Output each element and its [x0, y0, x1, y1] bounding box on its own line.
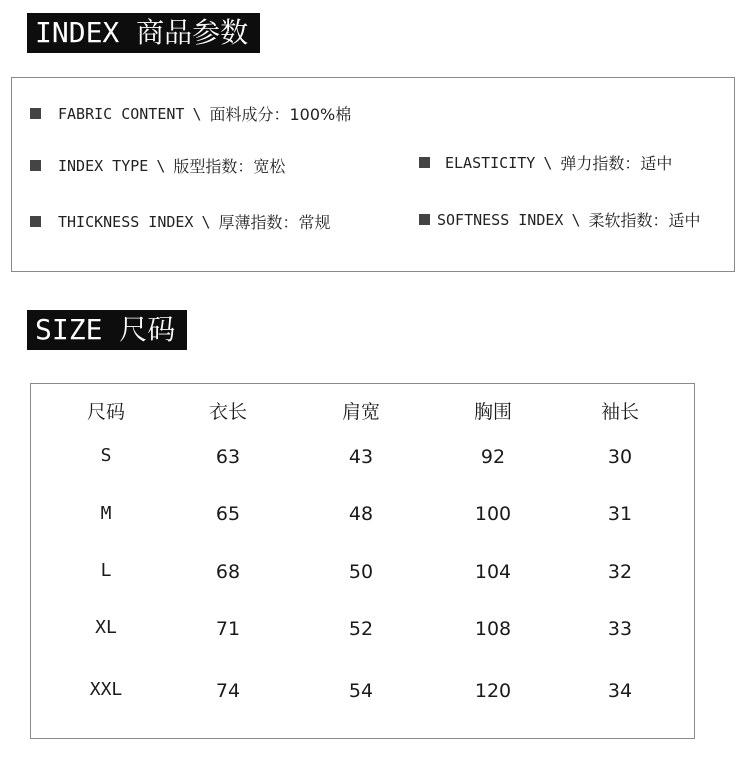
param-cn-value: 弹力指数：适中 — [560, 154, 673, 173]
size-cell: 65 — [215, 503, 241, 525]
size-table — [30, 383, 695, 739]
param-separator: \ — [571, 210, 581, 229]
size-cell: S — [100, 445, 112, 466]
param-en-label: THICKNESS INDEX — [58, 212, 194, 231]
size-cell: 32 — [607, 561, 633, 583]
size-cell: 108 — [474, 618, 512, 640]
param-separator: \ — [201, 212, 211, 231]
param-cn-value: 厚薄指数：常规 — [218, 213, 331, 232]
bullet-square-icon — [419, 214, 430, 225]
param-en-label: ELASTICITY — [445, 153, 536, 172]
size-cell: 92 — [480, 446, 506, 468]
size-cell: 104 — [474, 561, 512, 583]
size-cell: 50 — [348, 561, 374, 583]
bullet-square-icon — [30, 108, 41, 119]
size-cell: 34 — [607, 680, 633, 702]
index-section-title: INDEX 商品参数 — [27, 13, 260, 53]
param-cn-value: 面料成分：100%棉 — [209, 105, 352, 124]
size-cell: 52 — [348, 618, 374, 640]
size-cell: 48 — [348, 503, 374, 525]
size-cell: 100 — [474, 503, 512, 525]
size-cell: XL — [95, 617, 117, 638]
bullet-square-icon — [419, 157, 430, 168]
param-fabric-content — [30, 102, 351, 125]
param-separator: \ — [156, 156, 166, 175]
size-section-title: SIZE 尺码 — [27, 310, 187, 350]
param-thickness-index — [30, 210, 331, 233]
size-cell: 33 — [607, 618, 633, 640]
param-separator: \ — [543, 153, 553, 172]
size-cell: 43 — [348, 446, 374, 468]
size-cell: 71 — [215, 618, 241, 640]
size-cell: XXL — [89, 679, 123, 700]
bullet-square-icon — [30, 216, 41, 227]
size-cell: L — [100, 560, 112, 581]
size-header-cell: 胸围 — [473, 401, 512, 423]
size-header-cell: 肩宽 — [341, 401, 380, 423]
size-header-cell: 尺码 — [86, 401, 125, 423]
size-cell: 30 — [607, 446, 633, 468]
param-separator: \ — [192, 104, 202, 123]
size-cell: M — [100, 503, 112, 524]
param-cn-value: 版型指数：宽松 — [173, 157, 286, 176]
param-en-label: INDEX TYPE — [58, 156, 149, 175]
size-header-cell: 衣长 — [208, 401, 247, 423]
param-en-label: FABRIC CONTENT — [58, 104, 185, 123]
product-parameters-panel — [11, 77, 735, 272]
size-cell: 31 — [607, 503, 633, 525]
size-cell: 68 — [215, 561, 241, 583]
size-header-cell: 袖长 — [600, 401, 639, 423]
param-en-label: SOFTNESS INDEX — [437, 210, 564, 229]
size-cell: 63 — [215, 446, 241, 468]
param-softness-index — [419, 208, 700, 231]
param-elasticity — [419, 151, 672, 174]
param-index-type — [30, 154, 285, 177]
size-cell: 54 — [348, 680, 374, 702]
bullet-square-icon — [30, 160, 41, 171]
size-cell: 74 — [215, 680, 241, 702]
param-cn-value: 柔软指数：适中 — [588, 211, 701, 230]
size-cell: 120 — [474, 680, 512, 702]
